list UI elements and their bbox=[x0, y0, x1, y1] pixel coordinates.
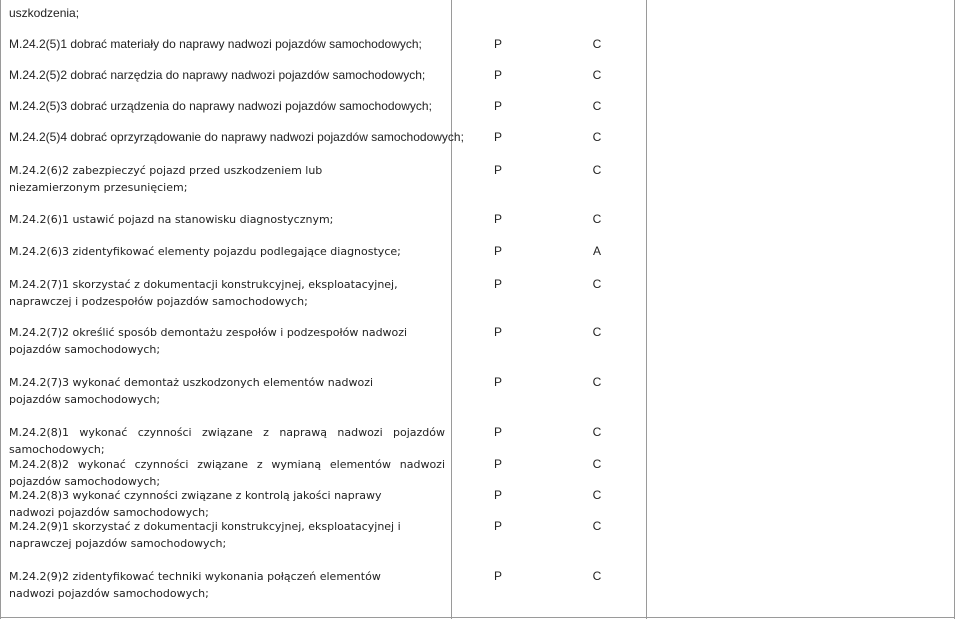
table-row-14-text: M.24.2(9)1 skorzystać z dokumentacji konstrukcyjnej, eksploatacyjnej i naprawczej pojazdów samochodowych; bbox=[9, 520, 401, 550]
column-divider-right bbox=[954, 0, 955, 619]
table-row-1-text: M.24.2(5)1 dobrać materiały do naprawy nadwozi pojazdów samochodowych; bbox=[9, 37, 422, 51]
table-row-13-text: M.24.2(8)3 wykonać czynności związane z kontrolą jakości naprawy nadwozi pojazdów samochodowych; bbox=[9, 489, 382, 519]
table-row-2-text: M.24.2(5)2 dobrać narzędzia do naprawy nadwozi pojazdów samochodowych; bbox=[9, 68, 426, 82]
table-row-6-category: C bbox=[592, 212, 602, 226]
table-row-7-level: P bbox=[493, 244, 502, 258]
column-divider-category bbox=[646, 0, 647, 619]
table-row-3-category: C bbox=[592, 99, 602, 113]
table-row-10-level: P bbox=[493, 375, 502, 389]
table-row-3-text: M.24.2(5)3 dobrać urządzenia do naprawy nadwozi pojazdów samochodowych; bbox=[9, 99, 432, 113]
table-row-15-text: M.24.2(9)2 zidentyfikować techniki wykonania połączeń elementów nadwozi pojazdów samochodowych; bbox=[9, 570, 381, 600]
table-row-1-category: C bbox=[592, 37, 602, 51]
table-row-4-level: P bbox=[493, 130, 502, 144]
table-row-9-text: M.24.2(7)2 określić sposób demontażu zespołów i podzespołów nadwozi pojazdów samochodowych; bbox=[9, 326, 408, 356]
column-divider-text bbox=[0, 0, 1, 619]
table-row-1-level: P bbox=[493, 37, 502, 51]
table-row-5-category: C bbox=[592, 163, 602, 177]
column-divider-level bbox=[451, 0, 452, 619]
table-row-15-level: P bbox=[493, 569, 502, 583]
table-row-5-text: M.24.2(6)2 zabezpieczyć pojazd przed uszkodzeniem lub niezamierzonym przesunięciem; bbox=[9, 164, 323, 194]
table-row-14-level: P bbox=[493, 519, 502, 533]
table-row-9-level: P bbox=[493, 325, 502, 339]
table-row-14-category: C bbox=[592, 519, 602, 533]
table-row-11-category: C bbox=[592, 425, 602, 439]
row-divider bbox=[0, 617, 955, 618]
table-row-9-category: C bbox=[592, 325, 602, 339]
table-row-10-text: M.24.2(7)3 wykonać demontaż uszkodzonych elementów nadwozi pojazdów samochodowych; bbox=[9, 376, 374, 406]
table-row-4-text: M.24.2(5)4 dobrać oprzyrządowanie do naprawy nadwozi pojazdów samochodowych; bbox=[9, 130, 464, 144]
table-row-15-category: C bbox=[592, 569, 602, 583]
table-row-12-category: C bbox=[592, 457, 602, 471]
table-row-10-category: C bbox=[592, 375, 602, 389]
table-row-8-text: M.24.2(7)1 skorzystać z dokumentacji konstrukcyjnej, eksploatacyjnej, naprawczej i podzespołów pojazdów samochodowych; bbox=[9, 278, 398, 308]
table-row-11-level: P bbox=[493, 425, 502, 439]
table-row-12-text: M.24.2(8)2 wykonać czynności związane z wymianą elementów nadwozi pojazdów samochodowych; bbox=[9, 458, 445, 488]
table-row-2-category: C bbox=[592, 68, 602, 82]
table-row-8-level: P bbox=[493, 277, 502, 291]
table-row-13-category: C bbox=[592, 488, 602, 502]
table-row-2-level: P bbox=[493, 68, 502, 82]
table-row-3-level: P bbox=[493, 99, 502, 113]
table-row-13-level: P bbox=[493, 488, 502, 502]
table-row-12-level: P bbox=[493, 457, 502, 471]
table-row-6-text: M.24.2(6)1 ustawić pojazd na stanowisku diagnostycznym; bbox=[9, 213, 334, 226]
table-row-7-category: A bbox=[592, 244, 601, 258]
table-row-8-category: C bbox=[592, 277, 602, 291]
table-row-4-category: C bbox=[592, 130, 602, 144]
table-row-11-text: M.24.2(8)1 wykonać czynności związane z naprawą nadwozi pojazdów samochodowych; bbox=[9, 426, 445, 456]
table-row-0-text: uszkodzenia; bbox=[9, 6, 80, 20]
table-row-5-level: P bbox=[493, 163, 502, 177]
table-row-7-text: M.24.2(6)3 zidentyfikować elementy pojazdu podlegające diagnostyce; bbox=[9, 245, 401, 258]
table-row-6-level: P bbox=[493, 212, 502, 226]
